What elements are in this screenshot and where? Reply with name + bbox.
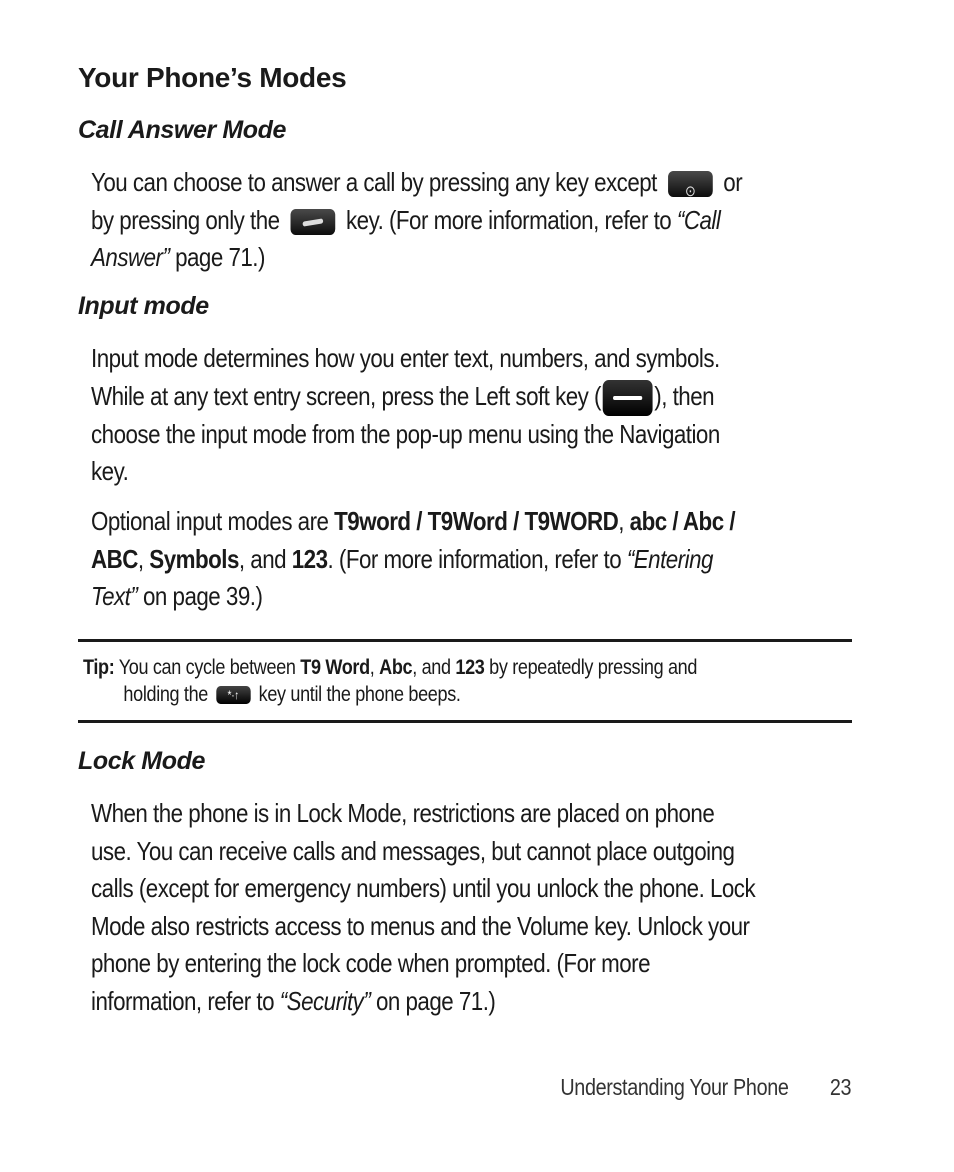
page-title: Your Phone’s Modes — [78, 62, 347, 93]
section-heading-lock-mode: Lock Mode — [78, 747, 205, 775]
section-heading-input-mode: Input mode — [78, 292, 209, 320]
tip-label: Tip: — [83, 656, 115, 679]
reference-call-answer: “Call Answer” — [91, 204, 721, 272]
page-footer — [560, 1074, 851, 1101]
reference-entering-text: “Entering Text” — [91, 543, 713, 611]
star-key-icon — [216, 686, 250, 704]
paragraph-input-mode-2: Optional input modes are T9word / T9Word / T9WORD, abc / Abc / ABC, Symbols, and 123. (For more information, refer to “Entering Text” on page 39.) — [91, 506, 736, 611]
reference-security: “Security” — [279, 985, 371, 1016]
page-number: 23 — [829, 1074, 851, 1100]
section-heading-call-answer-mode: Call Answer Mode — [78, 116, 286, 144]
left-soft-key-icon — [603, 380, 653, 416]
footer-chapter-label: Understanding Your Phone — [560, 1074, 789, 1100]
paragraph-lock-mode: When the phone is in Lock Mode, restrictions are placed on phone use. You can receive calls and messages, but cannot place outgoing calls (except for emergency numbers) until you unlock the phone. Lock Mode also restricts access to menus and the Volume key. Unlock your phone by entering the lock code when prompted. (For more information, refer to “Security” on page 71.) — [91, 798, 756, 1016]
end-key-icon — [668, 171, 713, 197]
tip-bottom-rule — [78, 720, 852, 723]
tip-top-rule — [78, 639, 852, 642]
send-key-icon — [290, 209, 335, 235]
paragraph-input-mode-1: Input mode determines how you enter text, numbers, and symbols. While at any text entry screen, press the Left soft key ( ), then choose the input mode from the pop-up menu using the Navigation key. — [91, 343, 720, 487]
paragraph-call-answer-mode: You can choose to answer a call by pressing any key except ⊙ or by pressing only the key. (For more information, refer to “Call Answer” page 71.) — [91, 164, 758, 277]
tip-line-1: Tip: You can cycle between T9 Word, Abc, and 123 by repeatedly pressing and — [83, 656, 698, 679]
tip-line-2: holding the *·↑ key until the phone beeps. — [83, 681, 745, 708]
tip-box — [83, 654, 745, 708]
